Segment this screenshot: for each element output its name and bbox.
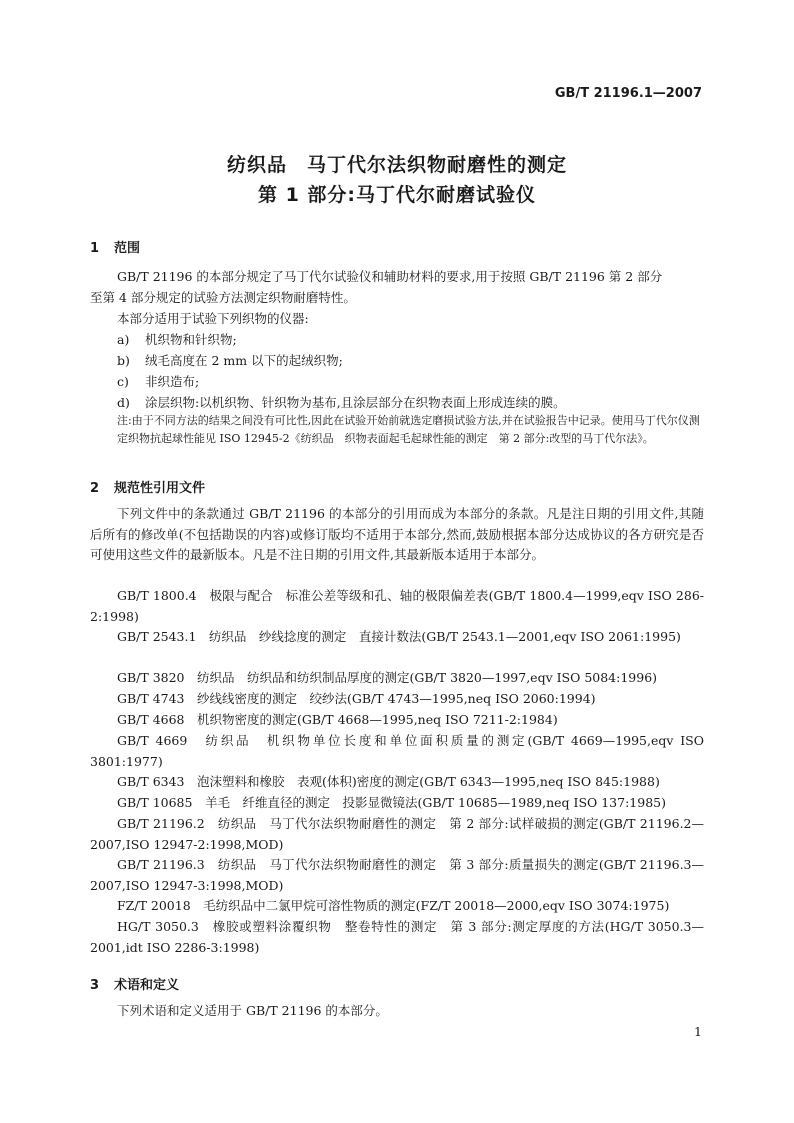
reference-item: GB/T 6343 泡沫塑料和橡胶 表观(体积)密度的测定(GB/T 6343—1995,neq ISO 845:1988) [117, 774, 660, 789]
list-item [117, 330, 237, 348]
paragraph-line: GB/T 21196 的本部分规定了马丁代尔试验仪和辅助材料的要求,用于按照 GB/T 21196 第 2 部分 [117, 269, 663, 284]
reference-item: GB/T 21196.2 纺织品 马丁代尔法织物耐磨性的测定 第 2 部分:试样破损的测定(GB/T 21196.2—2007,ISO 12947-2:1998,MOD) [90, 816, 704, 852]
list-item [117, 351, 343, 369]
reference-item: GB/T 2543.1 纺织品 纱线捻度的测定 直接计数法(GB/T 2543.1—2001,eqv ISO 2061:1995) [117, 629, 681, 644]
reference-item: GB/T 4743 纱线线密度的测定 绞纱法(GB/T 4743—1995,neq ISO 2060:1994) [117, 691, 596, 706]
section-number: 1 [90, 241, 100, 256]
paragraph: 本部分适用于试验下列织物的仪器: [117, 311, 309, 326]
list-text: 机织物和针织物; [145, 332, 237, 347]
section-title: 规范性引用文件 [114, 481, 206, 496]
list-text: 涂层织物:以机织物、针织物为基布,且涂层部分在织物表面上形成连续的膜。 [145, 395, 566, 410]
paragraph: 下列术语和定义适用于 GB/T 21196 的本部分。 [117, 1003, 388, 1018]
title-line-2: 第 1 部分:马丁代尔耐磨试验仪 [257, 184, 537, 206]
reference-item: HG/T 3050.3 橡胶或塑料涂覆织物 整卷特性的测定 第 3 部分:测定厚度的方法(HG/T 3050.3—2001,idt ISO 2286-3:1998) [90, 919, 704, 955]
section-number: 3 [90, 978, 100, 993]
list-marker: b) [117, 353, 130, 368]
section-2-heading [90, 477, 205, 496]
section-title: 范围 [114, 241, 141, 256]
reference-item: GB/T 21196.3 纺织品 马丁代尔法织物耐磨性的测定 第 3 部分:质量损失的测定(GB/T 21196.3—2007,ISO 12947-3:1998,MOD) [90, 857, 704, 893]
section-3-heading [90, 974, 179, 993]
list-marker: c) [117, 374, 129, 389]
list-item [117, 372, 199, 390]
section-number: 2 [90, 481, 100, 496]
note: 注:由于不同方法的结果之间没有可比性,因此在试验开始前就选定磨损试验方法,并在试验报告中记录。使用马丁代尔仪测定织物抗起球性能见 ISO 12945-2《纺织品 织物表面起毛起球性能的测定 第 2 部分:改型的马丁代尔法》。 [117, 414, 700, 445]
reference-item: GB/T 10685 羊毛 纤维直径的测定 投影显微镜法(GB/T 10685—1989,neq ISO 137:1985) [117, 795, 666, 810]
reference-item: GB/T 3820 纺织品 纺织品和纺织制品厚度的测定(GB/T 3820—1997,eqv ISO 5084:1996) [117, 670, 658, 685]
section-title: 术语和定义 [114, 978, 180, 993]
list-text: 绒毛高度在 2 mm 以下的起绒织物; [145, 353, 343, 368]
list-marker: a) [117, 332, 130, 347]
title-line-1: 纺织品 马丁代尔法织物耐磨性的测定 [226, 154, 567, 176]
reference-item: GB/T 4669 纺织品 机织物单位长度和单位面积质量的测定(GB/T 4669—1995,eqv ISO 3801:1977) [90, 733, 704, 769]
paragraph: 下列文件中的条款通过 GB/T 21196 的本部分的引用而成为本部分的条款。凡是注日期的引用文件,其随后所有的修改单(不包括勘误的内容)或修订版均不适用于本部分,然而,鼓励根据本部分达成协议的各方研究是否可使用这些文件的最新版本。凡是不注日期的引用文件,其最新版本适用于本部分。 [90, 506, 704, 562]
list-marker: d) [117, 395, 130, 410]
list-item [117, 393, 566, 411]
reference-item: GB/T 4668 机织物密度的测定(GB/T 4668—1995,neq ISO 7211-2:1984) [117, 712, 558, 727]
reference-item: FZ/T 20018 毛纺织品中二氯甲烷可溶性物质的测定(FZ/T 20018—2000,eqv ISO 3074:1975) [117, 898, 670, 913]
page-number: 1 [694, 1024, 702, 1039]
standard-number: GB/T 21196.1—2007 [554, 86, 702, 101]
paragraph-line: 至第 4 部分规定的试验方法测定织物耐磨特性。 [90, 290, 356, 305]
section-1-heading [90, 237, 140, 256]
reference-item: GB/T 1800.4 极限与配合 标准公差等级和孔、轴的极限偏差表(GB/T 1800.4—1999,eqv ISO 286-2:1998) [90, 588, 704, 624]
list-text: 非织造布; [145, 374, 200, 389]
